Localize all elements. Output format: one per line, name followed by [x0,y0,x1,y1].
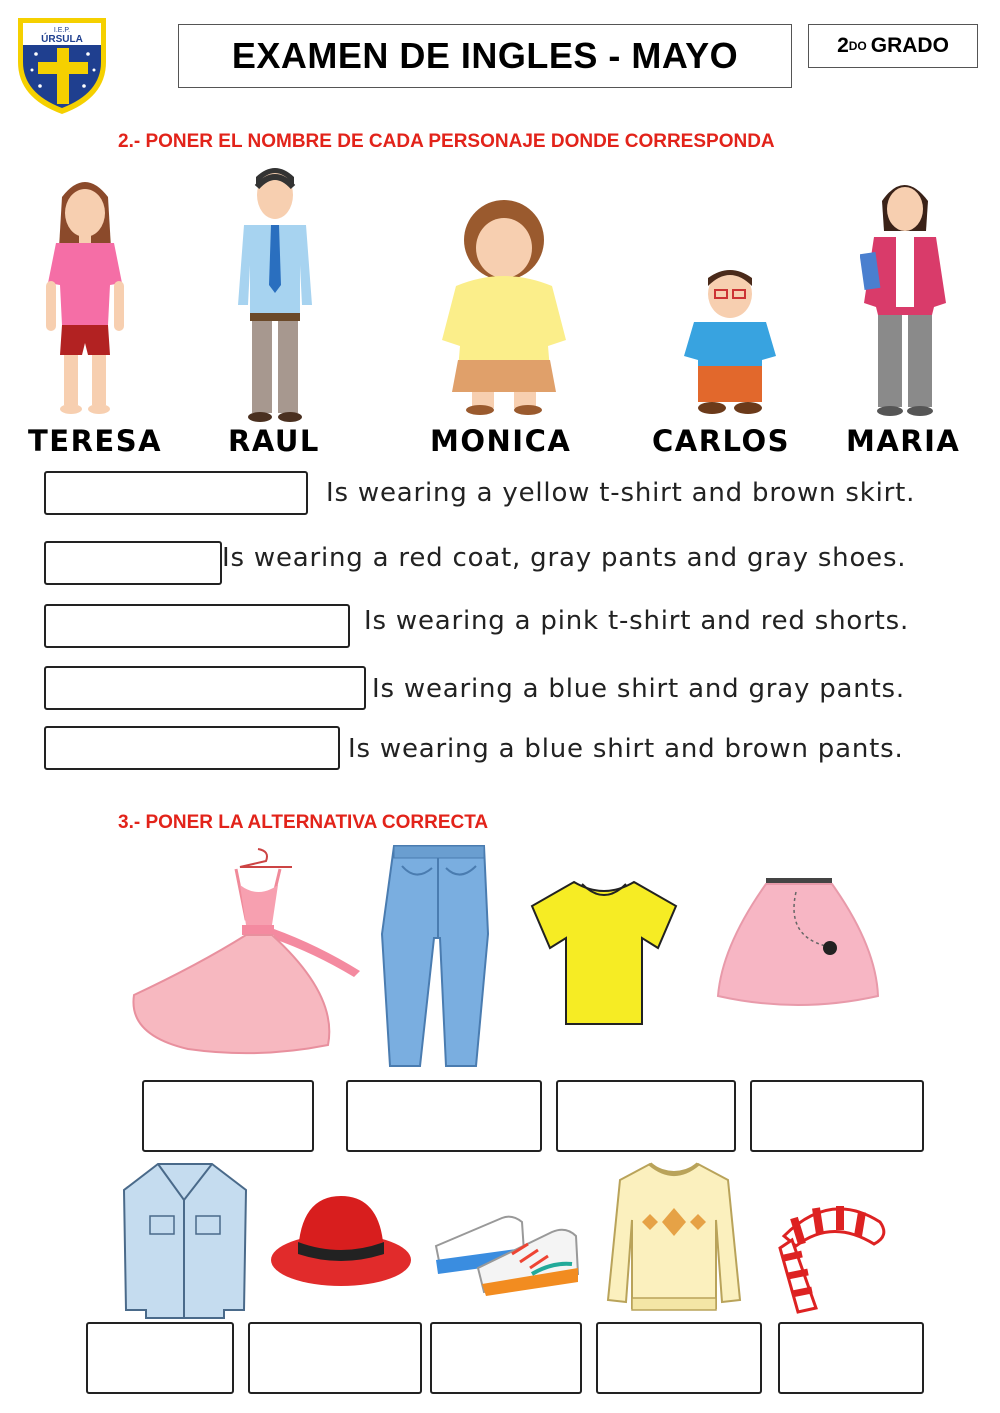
grade-label: GRADO [870,34,949,57]
pink-dress-icon [128,845,366,1057]
character-name-teresa: TERESA [28,424,163,458]
answer-box-2[interactable] [44,541,222,585]
answer-box-1[interactable] [44,471,308,515]
clothing-answer-box-4[interactable] [750,1080,924,1152]
logo-name: ÚRSULA [41,34,83,45]
grade-badge [808,24,978,68]
blue-jeans-icon [380,842,496,1074]
sneakers-icon [432,1192,582,1296]
answer-box-3[interactable] [44,604,350,648]
clothing-answer-box-9[interactable] [778,1322,924,1394]
answer-box-4[interactable] [44,666,366,710]
character-name-maria: MARIA [846,424,961,458]
clothing-answer-box-6[interactable] [248,1322,422,1394]
scarf-icon [770,1196,892,1316]
red-hat-icon [268,1192,414,1292]
clothing-answer-box-1[interactable] [142,1080,314,1152]
answer-box-5[interactable] [44,726,340,770]
exam-title: EXAMEN DE INGLES - MAYO [178,24,792,88]
boy-blue-shirt-icon [682,268,778,416]
grade-number: 2 [837,34,849,57]
character-name-monica: MONICA [430,424,572,458]
clothing-answer-box-8[interactable] [596,1322,762,1394]
logo-top-text: I.E.P. [53,27,71,34]
clothing-answer-box-7[interactable] [430,1322,582,1394]
section2-title: 2.- PONER EL NOMBRE DE CADA PERSONAJE DONDE CORRESPONDA [118,131,775,152]
man-blue-shirt-icon [232,165,318,423]
woman-red-coat-icon [860,175,954,417]
woman-yellow-tshirt-icon [438,200,570,416]
yellow-tshirt-icon [530,878,678,1028]
clothing-answer-box-5[interactable] [86,1322,234,1394]
character-name-carlos: CARLOS [652,424,791,458]
section3-title: 3.- PONER LA ALTERNATIVA CORRECTA [118,812,489,833]
sweater-icon [606,1160,742,1316]
pink-skirt-icon [716,876,880,1010]
shield-cross-icon [14,12,110,116]
clothing-answer-box-3[interactable] [556,1080,736,1152]
sentence-2: Is wearing a red coat, gray pants and gray shoes. [222,543,907,573]
sentence-5: Is wearing a blue shirt and brown pants. [348,734,904,764]
sentence-3: Is wearing a pink t-shirt and red shorts. [364,606,910,636]
denim-jacket-icon [120,1160,250,1322]
sentence-1: Is wearing a yellow t-shirt and brown skirt. [326,478,916,508]
girl-pink-tshirt-icon [40,175,130,415]
sentence-4: Is wearing a blue shirt and gray pants. [372,674,905,704]
school-logo [14,12,110,116]
character-name-raul: RAUL [228,424,320,458]
grade-suffix: DO [848,39,867,53]
clothing-answer-box-2[interactable] [346,1080,542,1152]
